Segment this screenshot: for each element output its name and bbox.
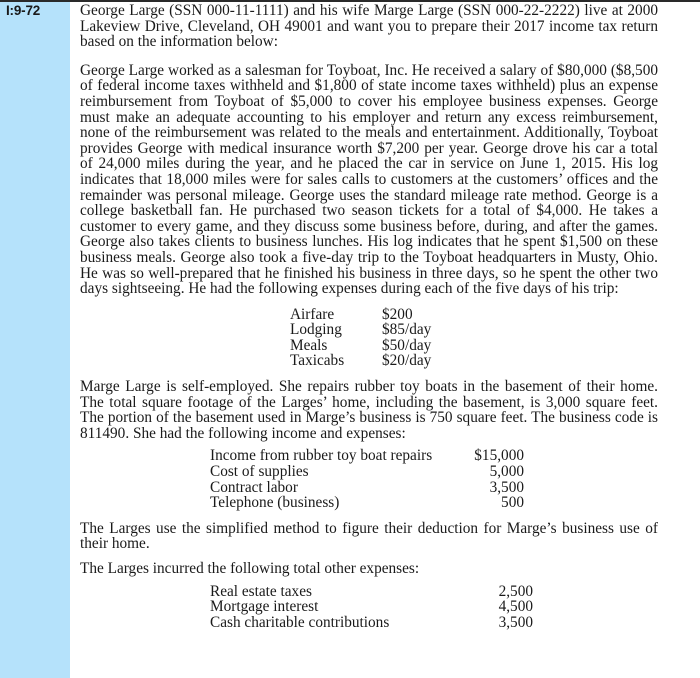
marge-item-amount: 3,500 (489, 478, 524, 496)
table-row (210, 464, 524, 480)
marge-item-amount: 5,000 (489, 463, 524, 481)
table-row (290, 307, 431, 323)
table-row (210, 599, 533, 615)
marge-income-table (210, 448, 524, 510)
trip-expenses-table (290, 307, 431, 369)
other-expense-label: Real estate taxes (210, 582, 312, 600)
trip-expense-label: Meals (290, 336, 328, 354)
trip-expense-amount: $200 (382, 305, 413, 323)
trip-expense-amount: $20/day (382, 352, 432, 370)
table-row (210, 584, 533, 600)
trip-expense-amount: $50/day (382, 336, 432, 354)
other-expense-label: Mortgage interest (210, 598, 319, 616)
marge-item-label: Contract labor (210, 478, 298, 496)
trip-expense-label: Taxicabs (290, 352, 345, 370)
problem-number-sidebar (0, 2, 70, 678)
table-row (290, 338, 431, 354)
marge-item-amount: 500 (501, 494, 524, 512)
marge-item-label: Telephone (business) (210, 494, 340, 512)
problem-number: I:9-72 (6, 3, 41, 18)
other-expense-amount: 2,500 (498, 582, 533, 600)
table-row (210, 480, 524, 496)
intro-paragraph: George Large (SSN 000-11-1111) and his wife Marge Large (SSN 000-22-2222) live at 2000 Lakeview Drive, Cleveland, OH 49001 and want you to prepare their 2017 income tax return based on the information below: (80, 2, 658, 51)
george-paragraph: George Large worked as a salesman for Toyboat, Inc. He received a salary of $80,000 ($8,500 of federal income taxes withheld and $1,800 of state income taxes withheld) plus an expense reimbursement from Toyboat of $5,000 to cover his employee business expenses. George must make an adequate accounting to his employer and return any excess reimbursement, none of the reimbursement was related to the meals and entertainment. Additionally, Toyboat provides George with medical insurance worth $7,200 per year. George drove his car a total of 24,000 miles during the year, and he placed the car in service on June 1, 2015. His log indicates that 18,000 miles were for sales calls to customers at the customers’ offices and the remainder was personal mileage. George uses the standard mileage rate method. George is a college basketball fan. He purchased two season tickets for a total of $4,000. He takes a customer to every game, and they discuss some business before, during, and after the games. George also takes clients to business lunches. His log indicates that he spent $1,500 on these business meals. George also took a five-day trip to the Toyboat headquarters in Musty, Ohio. He was so well-prepared that he finished his business in three days, so he spent the other two days sightseeing. He had the following expenses during each of the five days of his trip: (80, 61, 658, 298)
trip-expense-label: Airfare (290, 305, 335, 323)
trip-expense-amount: $85/day (382, 321, 432, 339)
other-expenses-table (210, 584, 533, 631)
problem-text (80, 3, 658, 630)
simplified-method-paragraph: The Larges use the simplified method to figure their deduction for Marge’s business use of their home. (80, 519, 658, 553)
table-row (290, 353, 431, 369)
marge-item-amount: $15,000 (474, 447, 524, 465)
marge-item-label: Income from rubber toy boat repairs (210, 447, 433, 465)
table-row (290, 322, 431, 338)
table-row (210, 615, 533, 631)
marge-paragraph: Marge Large is self-employed. She repairs rubber toy boats in the basement of their home. The total square footage of the Larges’ home, including the basement, is 3,000 square feet. The portion of the basement used in Marge’s business is 750 square feet. The business code is 811490. She had the following income and expenses: (80, 378, 658, 442)
other-expense-label: Cash charitable contributions (210, 613, 390, 631)
marge-item-label: Cost of supplies (210, 463, 309, 481)
trip-expense-label: Lodging (290, 321, 342, 339)
other-expense-amount: 3,500 (498, 613, 533, 631)
other-expense-amount: 4,500 (498, 598, 533, 616)
other-expenses-intro: The Larges incurred the following total other expenses: (80, 560, 420, 577)
table-row (210, 495, 524, 511)
table-row (210, 448, 524, 464)
